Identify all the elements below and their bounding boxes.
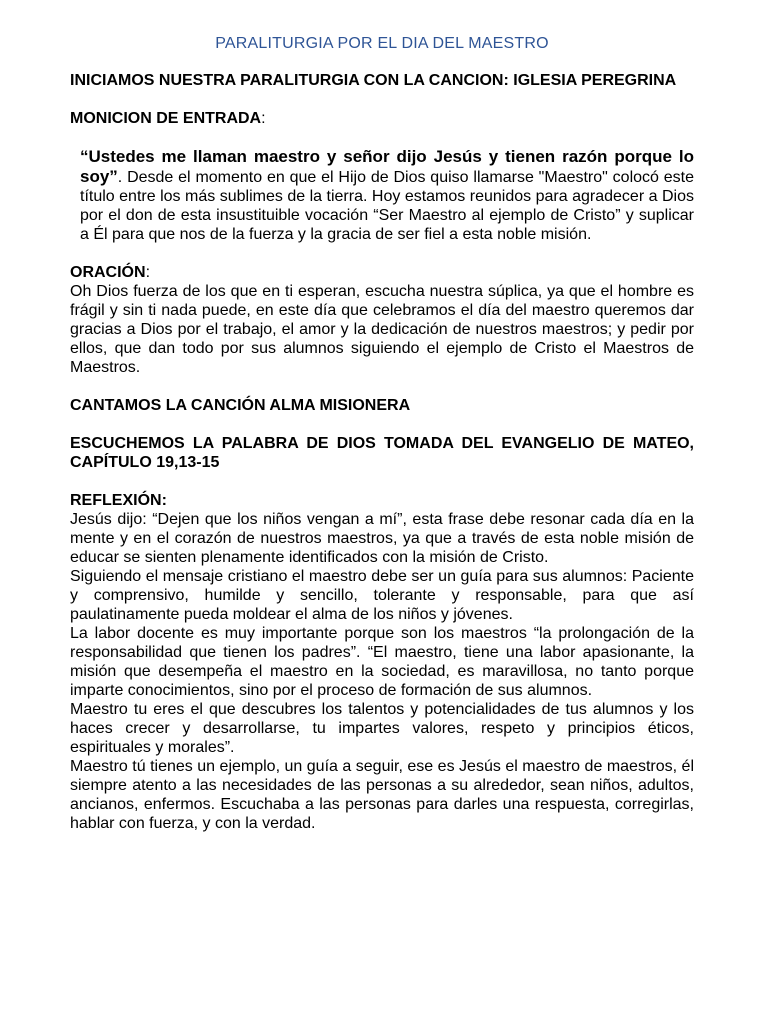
oracion-paragraph: Oh Dios fuerza de los que en ti esperan, escucha nuestra súplica, ya que el hombre es frágil y sin ti nada puede, en este día que celebramos el día del maestro queremos dar gracias a Dios por el trabajo, el amor y la dedicación de nuestros maestros; y pedir por ellos, que dan todo por sus alumnos siguiendo el ejemplo de Cristo el Maestros de Maestros. [70,283,694,376]
heading-reflexion: REFLEXIÓN: [70,492,167,509]
document-page [70,34,694,833]
monicion-paragraph [80,147,694,244]
reflexion-paragraph-4: Maestro tu eres el que descubres los talentos y potencialidades de tus alumnos y los haces crecer y desarrollarse, tu impartes valores, respeto y principios éticos, espirituales y morales”. [70,701,694,756]
reflexion-paragraph-5: Maestro tú tienes un ejemplo, un guía a seguir, ese es Jesús el maestro de maestros, él siempre atento a las necesidades de las personas a su alrededor, sean niños, adultos, ancianos, enfermos. Escuchaba a las personas para darles una respuesta, corregirlas, hablar con fuerza, y con la verdad. [70,758,694,832]
heading-oracion-colon: : [145,264,151,281]
heading-monicion [70,109,694,128]
heading-monicion-text: MONICION DE ENTRADA [70,110,262,127]
document-title: PARALITURGIA POR EL DIA DEL MAESTRO [215,35,549,52]
heading-oracion [70,263,694,282]
heading-alma-misionera: CANTAMOS LA CANCIÓN ALMA MISIONERA [70,397,411,414]
reflexion-paragraph-2: Siguiendo el mensaje cristiano el maestro debe ser un guía para sus alumnos: Paciente y comprensivo, humilde y sencillo, tolerante y responsable, para que así paulatinamente pueda moldear el alma de los niños y jóvenes. [70,568,694,623]
heading-evangelio: ESCUCHEMOS LA PALABRA DE DIOS TOMADA DEL EVANGELIO DE MATEO, CAPÍTULO 19,13-15 [70,435,694,471]
monicion-body: . Desde el momento en que el Hijo de Dios quiso llamarse "Maestro" colocó este título entre los más sublimes de la tierra. Hoy estamos reunidos para agradecer a Dios por el don de esta insustituible vocación “Ser Maestro al ejemplo de Cristo” y suplicar a Él para que nos de la fuerza y la gracia de ser fiel a esta noble misión. [80,169,694,243]
reflexion-paragraph-3: La labor docente es muy importante porque son los maestros “la prolongación de la responsabilidad que tienen los padres”. “El maestro, tiene una labor apasionante, la misión que desempeña el maestro en la sociedad, es maravillosa, no tanto porque imparte conocimientos, sino por el proceso de formación de sus alumnos. [70,625,694,699]
heading-opening-song: INICIAMOS NUESTRA PARALITURGIA CON LA CANCION: IGLESIA PEREGRINA [70,72,677,89]
heading-monicion-colon: : [261,110,266,127]
monicion-quote: “Ustedes me llaman maestro y señor dijo Jesús y tienen razón porque lo soy” [80,147,694,186]
reflexion-paragraph-1: Jesús dijo: “Dejen que los niños vengan a mí”, esta frase debe resonar cada día en la mente y en el corazón de nuestros maestros, ya que a través de esta noble misión de educar se sienten plenamente identificados con la misión de Cristo. [70,511,694,566]
heading-oracion-text: ORACIÓN [70,264,146,281]
